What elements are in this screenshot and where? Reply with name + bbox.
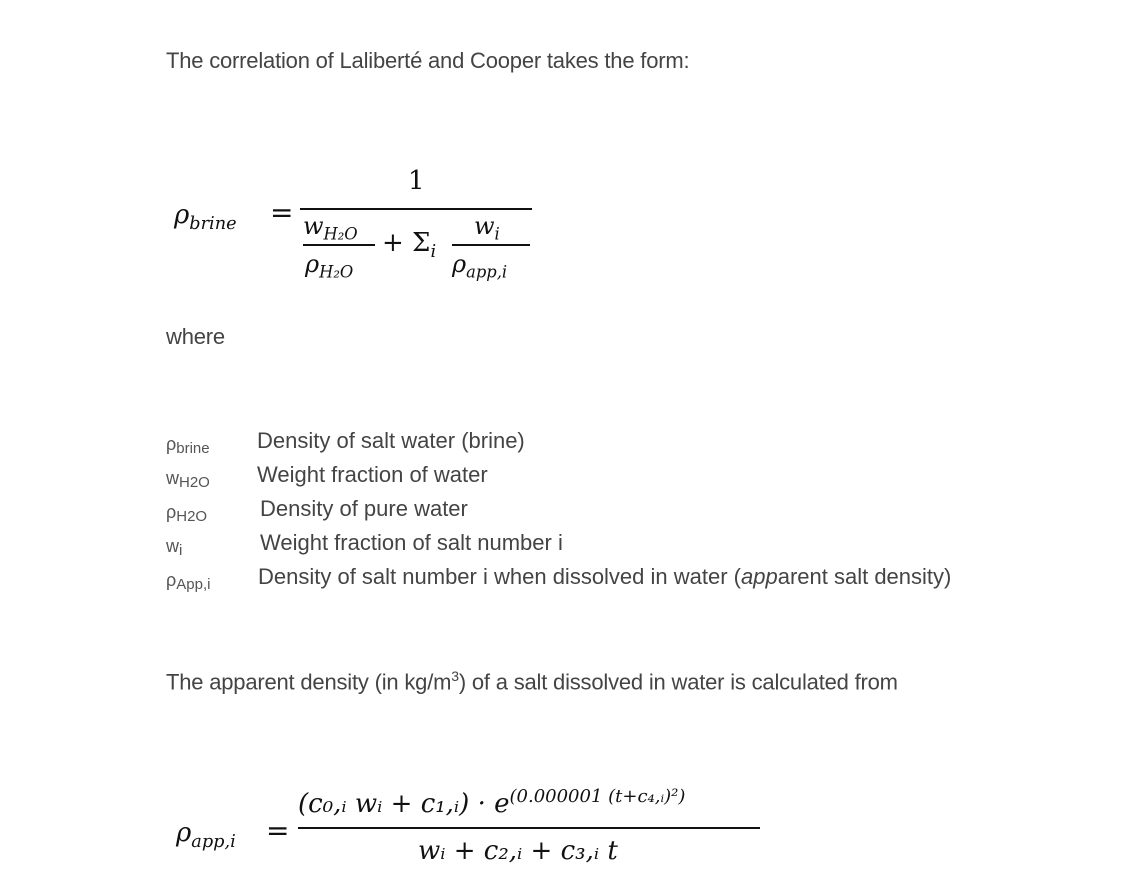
eq1-term1-denominator: $\rho_{H_2O}$	[305, 250, 354, 282]
eq1-lhs: $\rho_{brine}$	[174, 200, 237, 235]
eq1-equals: =	[270, 196, 294, 229]
eq2-fraction-line	[298, 827, 760, 829]
eq2-lhs: $\rho_{app,i}$	[176, 818, 236, 853]
eq1-term2-numerator: $w_i$	[474, 212, 500, 244]
eq1-term1-numerator: $w_{H_2O}$	[303, 212, 358, 244]
definition-symbol: wH2O	[166, 468, 210, 491]
definition-text: Density of salt water (brine)	[257, 428, 525, 453]
eq1-term2-fraction-line	[452, 244, 530, 246]
definition-symbol: ρApp,i	[166, 570, 211, 593]
eq1-main-fraction-line	[300, 208, 532, 210]
eq1-term2-denominator: $\rho_{app,i}$	[452, 250, 508, 282]
eq2-equals: =	[266, 814, 290, 847]
where-label: where	[166, 324, 225, 349]
eq2-numerator: (c₀,ᵢ wᵢ + c₁,ᵢ) · $e^{(0.000001 (t+c_4,ᵢ)^2)}$	[298, 786, 686, 819]
eq1-numerator: 1	[408, 166, 425, 196]
eq1-plus-sum: + $\Sigma_i$	[382, 228, 437, 263]
intro-paragraph: The correlation of Laliberté and Cooper takes the form:	[166, 48, 690, 73]
definition-symbol: ρH2O	[166, 502, 208, 525]
definition-text: Weight fraction of salt number i	[260, 530, 563, 555]
definition-symbol: wi	[166, 536, 183, 559]
definition-text: Weight fraction of water	[257, 462, 488, 487]
definition-symbol: ρbrine	[166, 434, 210, 457]
definition-text: Density of pure water	[260, 496, 468, 521]
apparent-density-paragraph: The apparent density (in $kg/m^3$) of a salt dissolved in water is calculated from	[166, 668, 898, 695]
eq1-term1-fraction-line	[303, 244, 375, 246]
eq2-denominator: wᵢ + c₂,ᵢ + c₃,ᵢ t	[418, 836, 618, 866]
definition-text: Density of salt number i when dissolved in water (apparent salt density)	[258, 564, 952, 589]
